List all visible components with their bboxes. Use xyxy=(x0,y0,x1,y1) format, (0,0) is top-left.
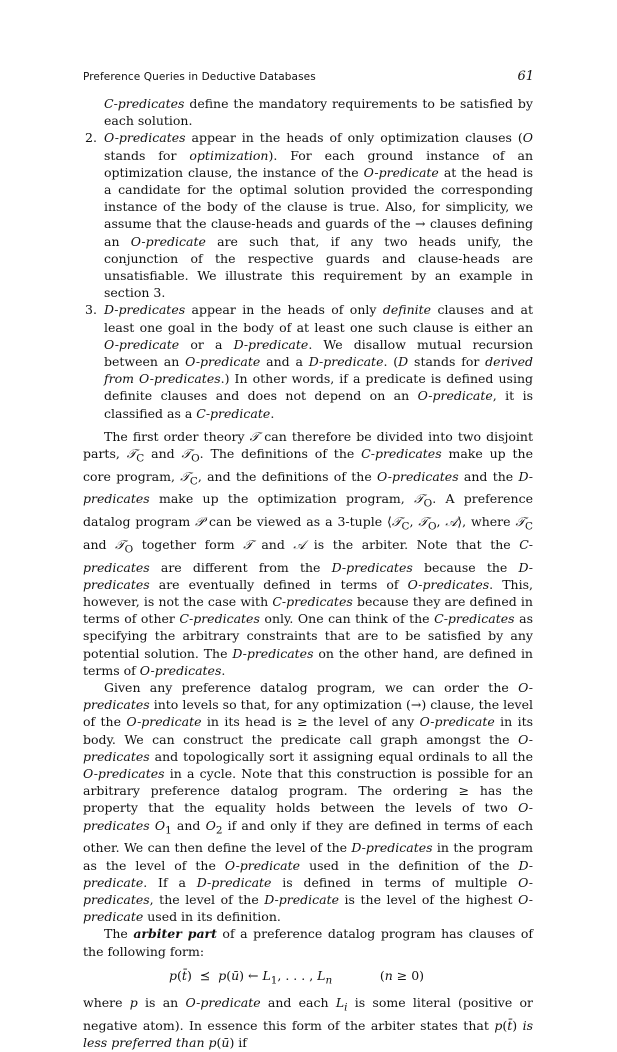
list-item-2 xyxy=(83,129,533,301)
paragraph: The first order theory 𝒯 can therefore be divided into two disjoint parts, 𝒯$_C$ and 𝒯$_O$. The definitions of the C-predicates make up the core program, 𝒯$_C$, and the definitions of the O-predicates and the D-predicates make up the optimization program, 𝒯$_O$. A preference datalog program 𝒫 can be viewed as a 3-tuple ⟨𝒯$_C$, 𝒯$_O$, 𝒜⟩, where 𝒯$_C$ and 𝒯$_O$ together form 𝒯 and 𝒜 is the arbiter. Note that the C-predicates are different from the D-predicates because the D-predicates are eventually defined in terms of O-predicates. This, however, is not the case with C-predicates because they are defined in terms of other C-predicates only. One can think of the C-predicates as specifying the arbitrary constraints that are to be satisfied by any potential solution. The D-predicates on the other hand, are defined in terms of O-predicates. xyxy=(83,428,534,678)
list-item-3 xyxy=(83,301,533,421)
list-item-text: O-predicates appear in the heads of only optimization clauses (O stands for optimization). For each ground instance of an optimization clause, the instance of the O-predicate at the head is a candidate for the optimal solution provided the corresponding instance of the body of the clause is true. Also, for simplicity, we assume that the clause-heads and guards of the → clauses defining an O-predicate are such that, if any two heads unify, the conjunction of the respective guards and clause-heads are unsatisfiable. We illustrate this requirement by an example in section 3. xyxy=(104,130,534,301)
list-number: 2. xyxy=(85,130,97,146)
list-item-text: C-predicates define the mandatory requirements to be satisfied by each solution. xyxy=(104,96,533,129)
paragraph: Given any preference datalog program, we can order the O-predicates into levels so that, for any optimization (→) clause, the level of the O-predicate in its head is ≥ the level of any O-predicate in its body. We can construct the predicate call graph amongst the O-predicates and topologically sort it assigning equal ordinals to all the O-predicates in a cycle. Note that this construction is possible for an arbitrary preference datalog program. The ordering ≥ has the property that the equality holds between the levels of two O-predicates $O_1$ and $O_2$ if and only if they are defined in terms of each other. We can then define the level of the D-predicates in the program as the level of the O-predicate used in the definition of the D-predicate. If a D-predicate is defined in terms of multiple O-predicates, the level of the D-predicate is the level of the highest O-predicate used in its definition. xyxy=(83,680,534,925)
running-title: Preference Queries in Deductive Databases xyxy=(83,71,316,83)
arbiter-formula: p(t̄) ⪯ p(ū) ← $L_1$, . . . , $L_n$ (n ≥ 0) xyxy=(169,967,425,987)
body-text xyxy=(83,95,533,1052)
page-header xyxy=(83,71,534,87)
page-number: 61 xyxy=(517,69,534,84)
list-item-text: D-predicates appear in the heads of only definite clauses and at least one goal in the body of at least one such clause is either an O-predicate or a D-predicate. We disallow mutual recursion between an O-predicate and a D-predicate. (D stands for derived from O-predicates.) In other words, if a predicate is defined using definite clauses and does not depend on an O-predicate, it is classified as a C-predicate. xyxy=(104,302,534,421)
list-number: 3. xyxy=(85,302,97,318)
paragraph: where p is an O-predicate and each $L_i$ is some literal (positive or negative atom). In essence this form of the arbiter states that p(t̄) is less preferred than p(ū) if xyxy=(83,995,533,1051)
paragraph: The arbiter part of a preference datalog program has clauses of the following form: xyxy=(83,926,533,959)
list-item-1-continuation xyxy=(83,95,533,129)
